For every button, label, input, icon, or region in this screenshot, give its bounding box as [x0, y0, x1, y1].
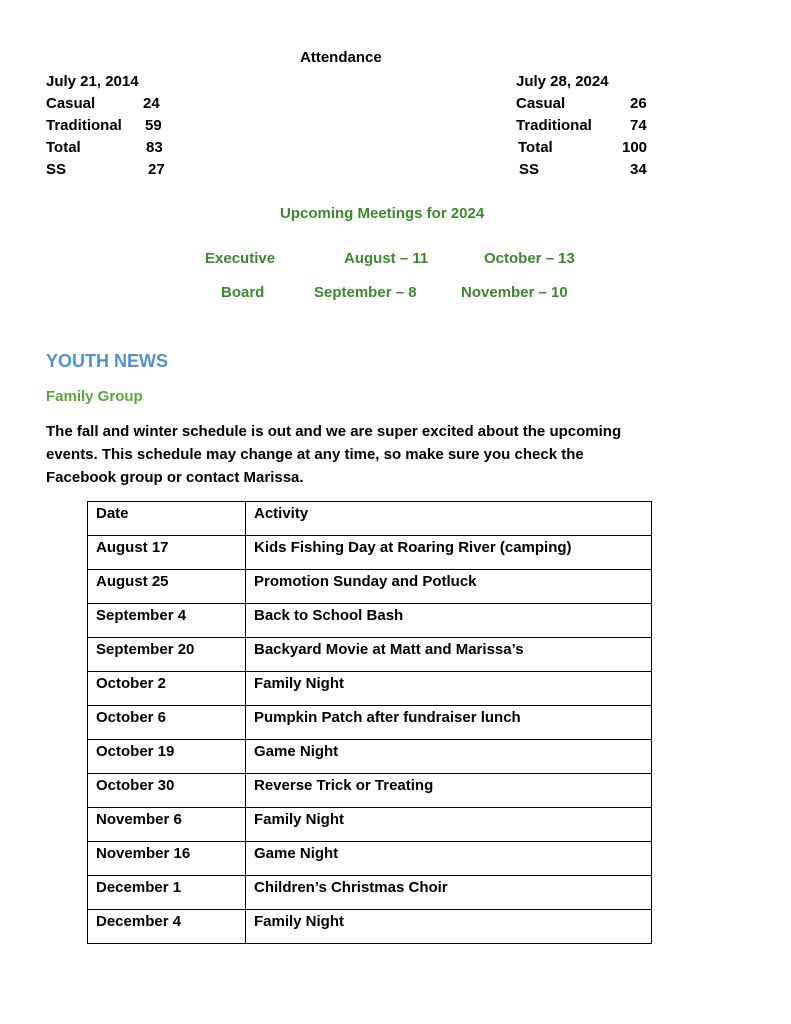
table-row [88, 638, 652, 672]
header-date: Date [88, 502, 246, 536]
row-activity: Children’s Christmas Choir [246, 876, 652, 910]
row-date: December 1 [88, 876, 246, 910]
row-date: October 30 [88, 774, 246, 808]
header-activity: Activity [246, 502, 652, 536]
meeting-executive-label: Executive [205, 250, 276, 267]
attendance-right-label: SS [519, 161, 540, 178]
row-date: August 25 [88, 570, 246, 604]
attendance-left-label: Total [46, 139, 81, 156]
paragraph-line: The fall and winter schedule is out and we are super excited about the upcoming [46, 423, 622, 440]
row-date: August 17 [88, 536, 246, 570]
table-row [88, 740, 652, 774]
table-row [88, 706, 652, 740]
table-row [88, 570, 652, 604]
youth-news-heading: YOUTH NEWS [46, 351, 169, 371]
row-activity: Game Night [246, 842, 652, 876]
table-row [88, 774, 652, 808]
attendance-right-value: 74 [630, 117, 647, 134]
meeting-executive-date: October – 13 [484, 250, 575, 267]
table-row [88, 536, 652, 570]
table-row [88, 842, 652, 876]
schedule-table [87, 501, 652, 944]
row-date: December 4 [88, 910, 246, 944]
attendance-left-label: SS [46, 161, 67, 178]
row-activity: Pumpkin Patch after fundraiser lunch [246, 706, 652, 740]
row-activity: Family Night [246, 672, 652, 706]
row-date: October 2 [88, 672, 246, 706]
table-row [88, 672, 652, 706]
attendance-left-label: Traditional [46, 117, 122, 134]
attendance-left-label: Casual [46, 95, 96, 112]
row-activity: Kids Fishing Day at Roaring River (camping) [246, 536, 652, 570]
attendance-left-value: 24 [143, 95, 160, 112]
table-row [88, 808, 652, 842]
table-row [88, 604, 652, 638]
meetings-title: Upcoming Meetings for 2024 [280, 205, 485, 222]
table-row [88, 876, 652, 910]
row-date: November 6 [88, 808, 246, 842]
attendance-left-date: July 21, 2014 [46, 73, 139, 90]
table-row [88, 910, 652, 944]
attendance-right-value: 26 [630, 95, 647, 112]
attendance-right-label: Casual [516, 95, 566, 112]
row-activity: Game Night [246, 740, 652, 774]
row-date: October 19 [88, 740, 246, 774]
attendance-left-value: 83 [146, 139, 163, 156]
paragraph-line: events. This schedule may change at any time, so make sure you check the [46, 446, 584, 463]
row-date: October 6 [88, 706, 246, 740]
row-activity: Reverse Trick or Treating [246, 774, 652, 808]
attendance-left-value: 27 [148, 161, 165, 178]
family-group-heading: Family Group [46, 388, 143, 405]
attendance-right-label: Traditional [516, 117, 592, 134]
attendance-right-value: 34 [630, 161, 647, 178]
meeting-board-date: November – 10 [461, 284, 568, 301]
row-date: November 16 [88, 842, 246, 876]
row-activity: Backyard Movie at Matt and Marissa’s [246, 638, 652, 672]
attendance-title: Attendance [300, 49, 382, 66]
row-activity: Back to School Bash [246, 604, 652, 638]
row-activity: Promotion Sunday and Potluck [246, 570, 652, 604]
meeting-board-label: Board [221, 284, 265, 301]
attendance-right-value: 100 [622, 139, 648, 156]
attendance-right-date: July 28, 2024 [516, 73, 609, 90]
table-header-row [88, 502, 652, 536]
row-date: September 20 [88, 638, 246, 672]
row-activity: Family Night [246, 808, 652, 842]
attendance-right-label: Total [518, 139, 553, 156]
meeting-executive-date: August – 11 [344, 250, 429, 267]
row-date: September 4 [88, 604, 246, 638]
attendance-left-value: 59 [145, 117, 162, 134]
paragraph-line: Facebook group or contact Marissa. [46, 469, 304, 486]
meeting-board-date: September – 8 [314, 284, 417, 301]
row-activity: Family Night [246, 910, 652, 944]
